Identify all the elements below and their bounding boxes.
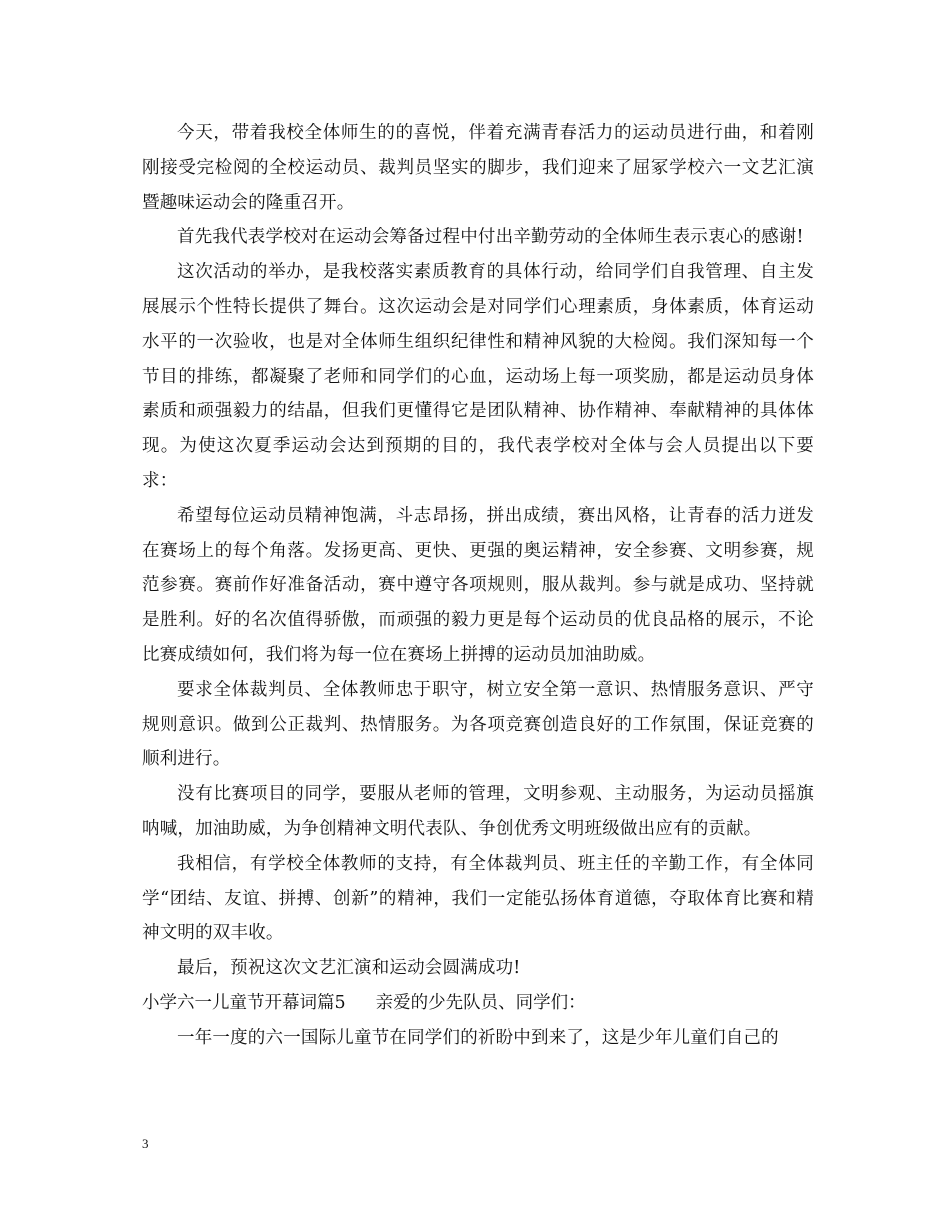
- salutation: 亲爱的少先队员、同学们：: [375, 992, 586, 1013]
- paragraph-2: 首先我代表学校对在运动会筹备过程中付出辛勤劳动的全体师生表示衷心的感谢!: [177, 227, 804, 248]
- paragraph-4: 希望每位运动员精神饱满，斗志昂扬，拼出成绩，赛出风格，让青春的活力迸发在赛场上的每个角落。发扬更高、更快、更强的奥运精神，安全参赛、文明参赛，规范参赛。赛前作好准备活动，赛中遵守各项规则，服从裁判。参与就是成功、坚持就是胜利。好的名次值得骄傲，而顽强的毅力更是每个运动员的优良品格的展示，不论比赛成绩如何，我们将为每一位在赛场上拼搏的运动员加油助威。: [142, 505, 814, 665]
- section-title: 小学六一儿童节开幕词篇5: [142, 992, 346, 1013]
- section-heading-line: [142, 986, 814, 1021]
- paragraph-3: 这次活动的举办，是我校落实素质教育的具体行动，给同学们自我管理、自主发展展示个性特长提供了舞台。这次运动会是对同学们心理素质，身体素质，体育运动水平的一次验收，也是对全体师生组织纪律性和精神风貌的大检阅。我们深知每一个节目的排练，都凝聚了老师和同学们的心血，运动场上每一项奖励，都是运动员身体素质和顽强毅力的结晶，但我们更懂得它是团队精神、协作精神、奉献精神的具体体现。为使这次夏季运动会达到预期的目的，我代表学校对全体与会人员提出以下要求：: [142, 262, 814, 491]
- paragraph-5: 要求全体裁判员、全体教师忠于职守，树立安全第一意识、热情服务意识、严守规则意识。做到公正裁判、热情服务。为各项竞赛创造良好的工作氛围，保证竞赛的顺利进行。: [142, 679, 814, 770]
- paragraph-1: 今天，带着我校全体师生的的喜悦，伴着充满青春活力的运动员进行曲，和着刚刚接受完检阅的全校运动员、裁判员坚实的脚步，我们迎来了屈冢学校六一文艺汇演暨趣味运动会的隆重召开。: [142, 123, 814, 213]
- paragraph-9: 一年一度的六一国际儿童节在同学们的祈盼中到来了，这是少年儿童们自己的: [177, 1027, 779, 1048]
- paragraph-7: 我相信，有学校全体教师的支持，有全体裁判员、班主任的辛勤工作，有全体同学“团结、友谊、拼搏、创新”的精神，我们一定能弘扬体育道德，夺取体育比赛和精神文明的双丰收。: [142, 853, 814, 944]
- document-body: [142, 116, 814, 1056]
- paragraph-8: 最后，预祝这次文艺汇演和运动会圆满成功!: [177, 958, 521, 979]
- paragraph-6: 没有比赛项目的同学，要服从老师的管理，文明参观、主动服务，为运动员摇旗呐喊，加油助威，为争创精神文明代表队、争创优秀文明班级做出应有的贡献。: [142, 784, 814, 839]
- page-number: 3: [142, 1136, 149, 1151]
